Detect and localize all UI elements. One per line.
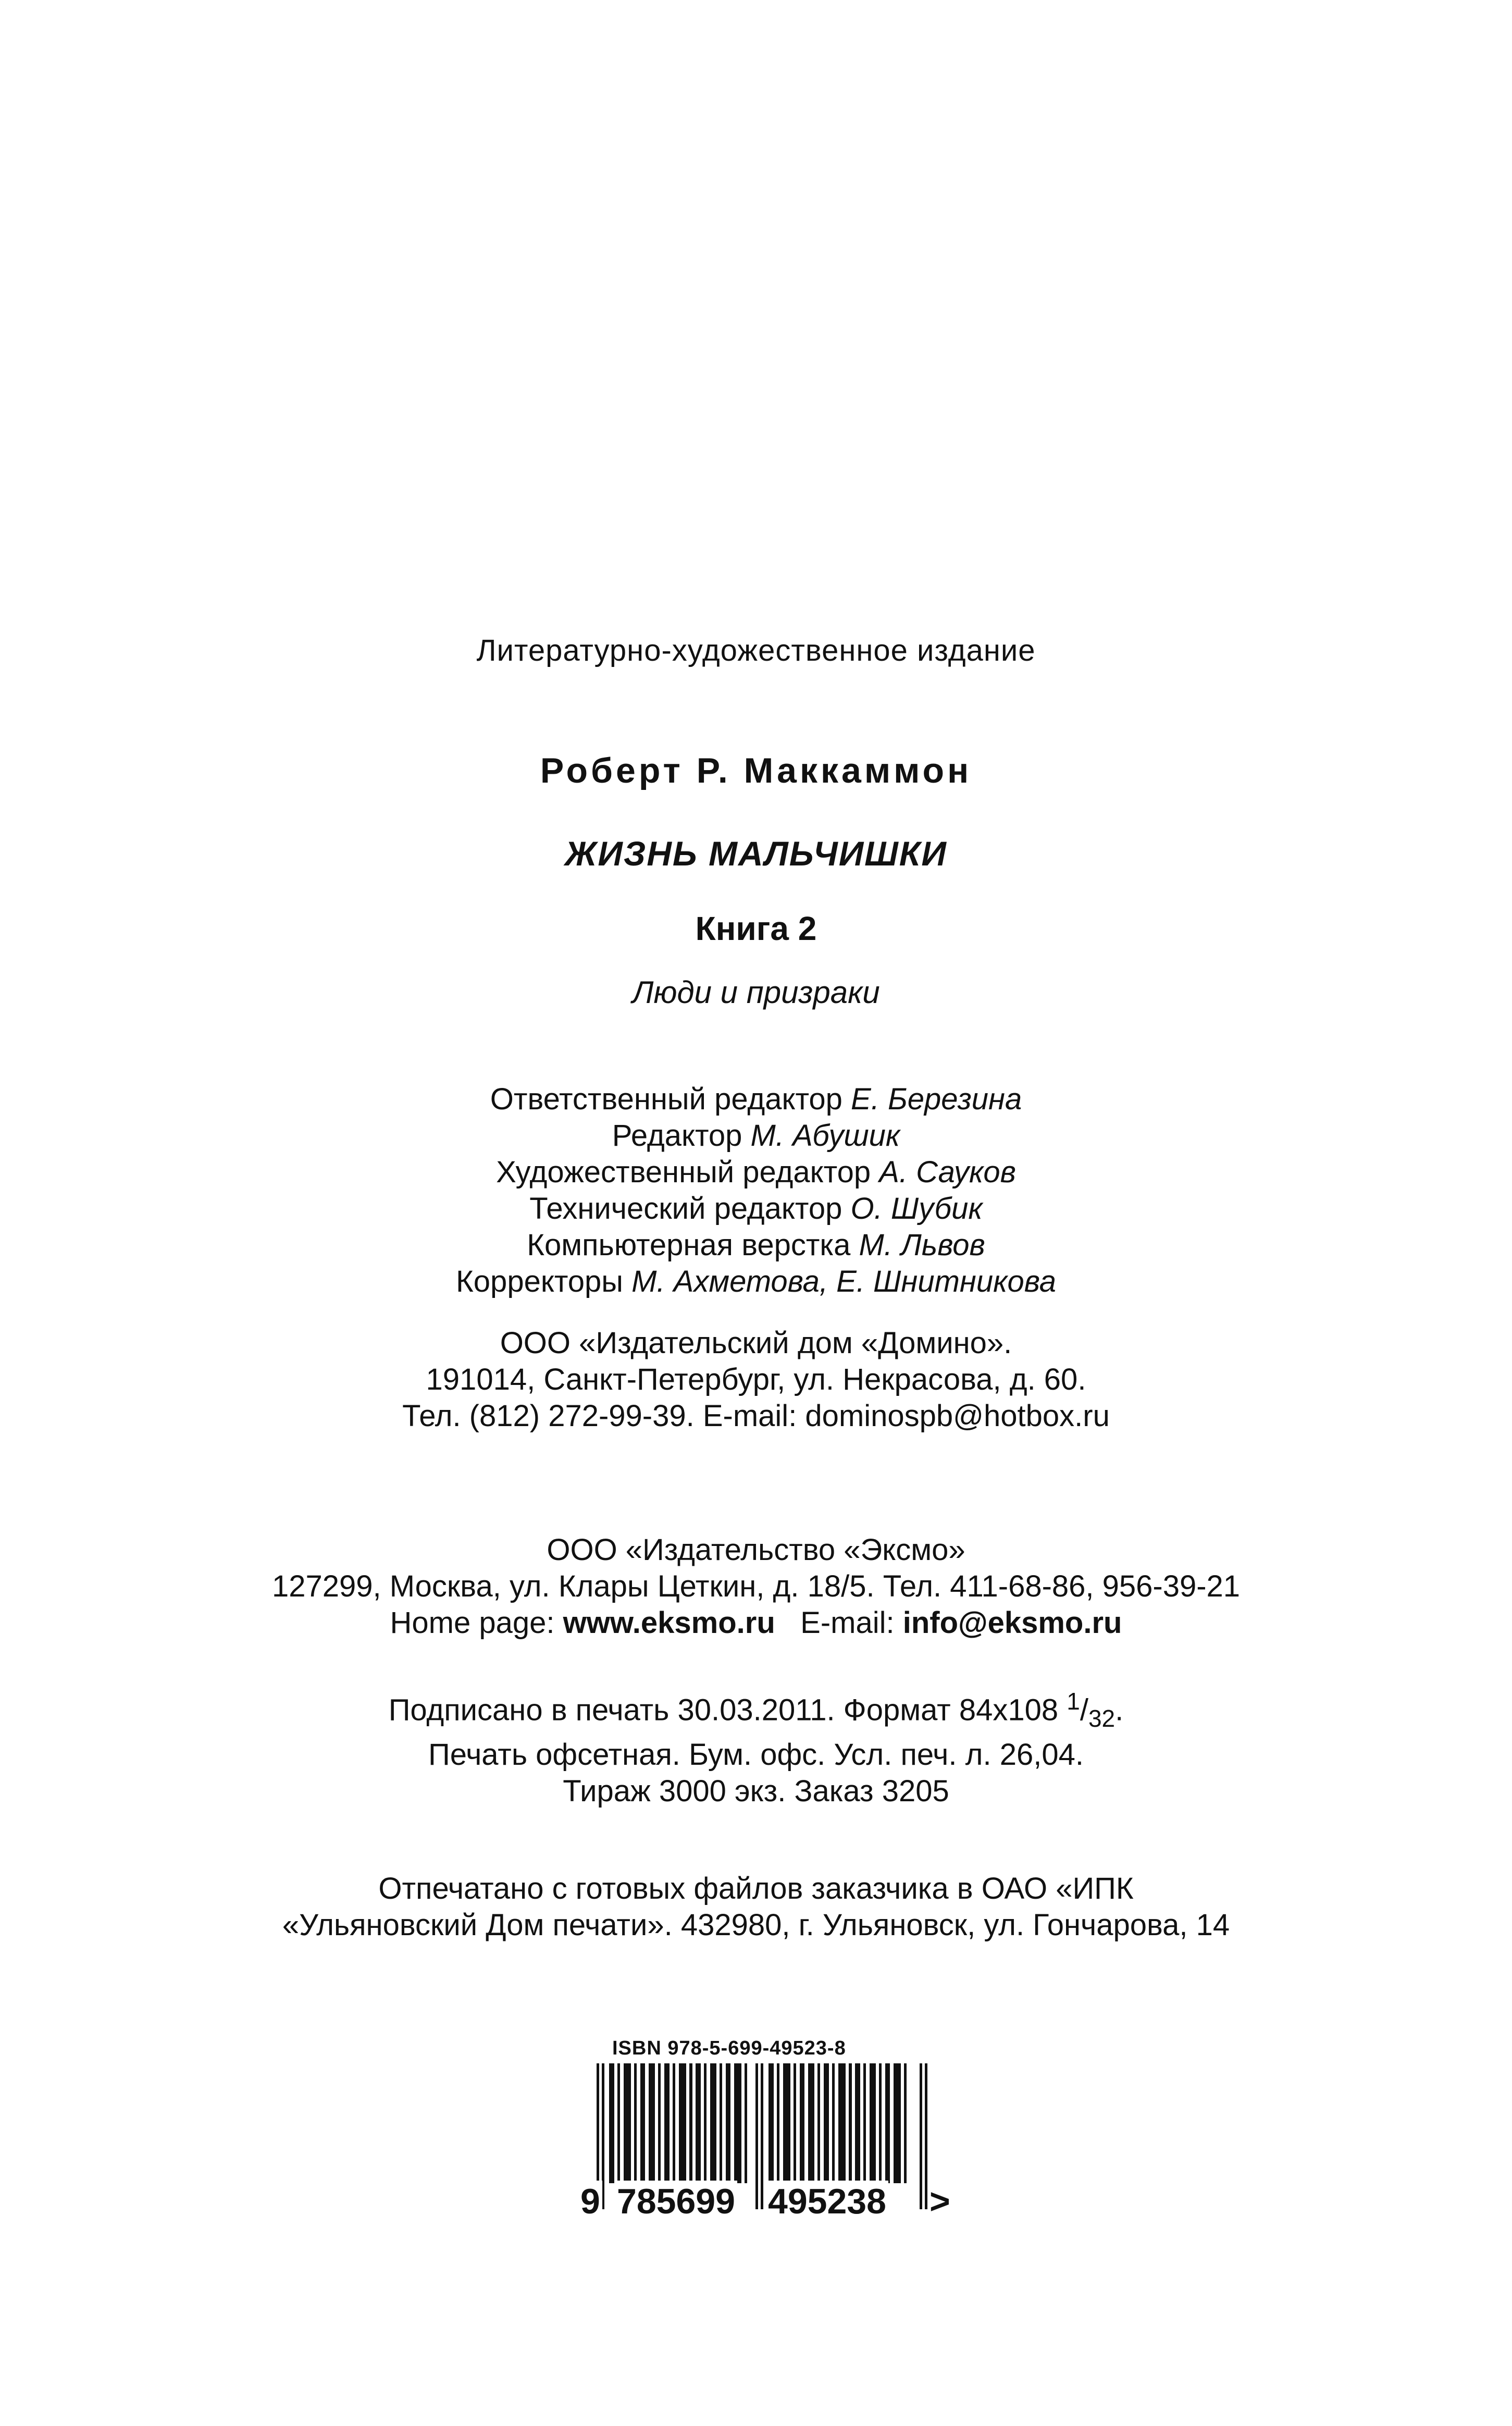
publisher-eksmo-block (0, 1532, 1512, 1641)
credit-name: Е. Березина (851, 1082, 1022, 1116)
credit-line (0, 1118, 1512, 1154)
credit-line (0, 1081, 1512, 1118)
book-number: Книга 2 (695, 910, 817, 947)
credit-name: М. Львов (859, 1228, 985, 1262)
credit-role: Ответственный редактор (490, 1082, 842, 1116)
credit-name: М. Абушик (750, 1119, 900, 1153)
barcode-digits-left: 785699 (615, 2181, 737, 2222)
publisher-web-line (0, 1605, 1512, 1641)
format-denominator: 32 (1088, 1704, 1116, 1732)
email-label: E-mail: (800, 1606, 895, 1640)
credit-line (0, 1154, 1512, 1191)
printer-line: Отпечатано с готовых файлов заказчика в ОАО «ИПК (378, 1872, 1134, 1905)
credit-name: А. Сауков (879, 1155, 1016, 1189)
printer-block (0, 1871, 1512, 1944)
publisher-name: ООО «Издательство «Эксмо» (547, 1533, 965, 1567)
credits-block (0, 1081, 1512, 1300)
book-title: ЖИЗНЬ МАЛЬЧИШКИ (565, 834, 947, 873)
publisher-name: ООО «Издательский дом «Домино». (500, 1326, 1012, 1360)
isbn-label: ISBN 978-5-699-49523-8 (612, 2037, 846, 2059)
home-url: www.eksmo.ru (563, 1606, 775, 1640)
publisher-domino-block (0, 1325, 1512, 1434)
genre-label: Литературно-художественное издание (476, 634, 1036, 667)
credit-role: Редактор (612, 1119, 742, 1153)
barcode-digit-first: 9 (578, 2181, 602, 2222)
author-name: Роберт Р. Маккаммон (540, 751, 972, 790)
credit-line (0, 1227, 1512, 1264)
credit-line (0, 1264, 1512, 1300)
credit-name: М. Ахметова, Е. Шнитникова (631, 1265, 1056, 1298)
publisher-contact: Тел. (812) 272-99-39. E-mail: dominospb@hotbox.ru (402, 1399, 1110, 1433)
email-address: info@eksmo.ru (902, 1606, 1122, 1640)
print-run: Тираж 3000 экз. Заказ 3205 (563, 1774, 949, 1808)
credit-name: О. Шубик (850, 1192, 983, 1226)
print-paper: Печать офсетная. Бум. офс. Усл. печ. л. 26,04. (428, 1737, 1084, 1772)
credit-role: Корректоры (456, 1265, 623, 1298)
barcode-digits-right: 495238 (766, 2181, 888, 2222)
credit-role: Технический редактор (529, 1192, 842, 1226)
book-subtitle: Люди и призраки (632, 975, 880, 1010)
credit-role: Художественный редактор (496, 1155, 871, 1189)
home-label: Home page: (390, 1606, 555, 1640)
publisher-address: 127299, Москва, ул. Клары Цеткин, д. 18/5. Тел. 411-68-86, 956-39-21 (271, 1569, 1241, 1603)
credit-role: Компьютерная верстка (527, 1228, 851, 1262)
publisher-address: 191014, Санкт-Петербург, ул. Некрасова, д. 60. (426, 1363, 1086, 1396)
barcode-arrow: > (929, 2182, 950, 2221)
credit-line (0, 1191, 1512, 1227)
printer-line: «Ульяновский Дом печати». 432980, г. Ульяновск, ул. Гончарова, 14 (282, 1908, 1230, 1942)
print-signed: Подписано в печать 30.03.2011. Формат 84x108 $^1/_{32}$. (388, 1688, 1124, 1732)
print-info-block (0, 1683, 1512, 1810)
format-numerator: 1 (1067, 1688, 1080, 1715)
